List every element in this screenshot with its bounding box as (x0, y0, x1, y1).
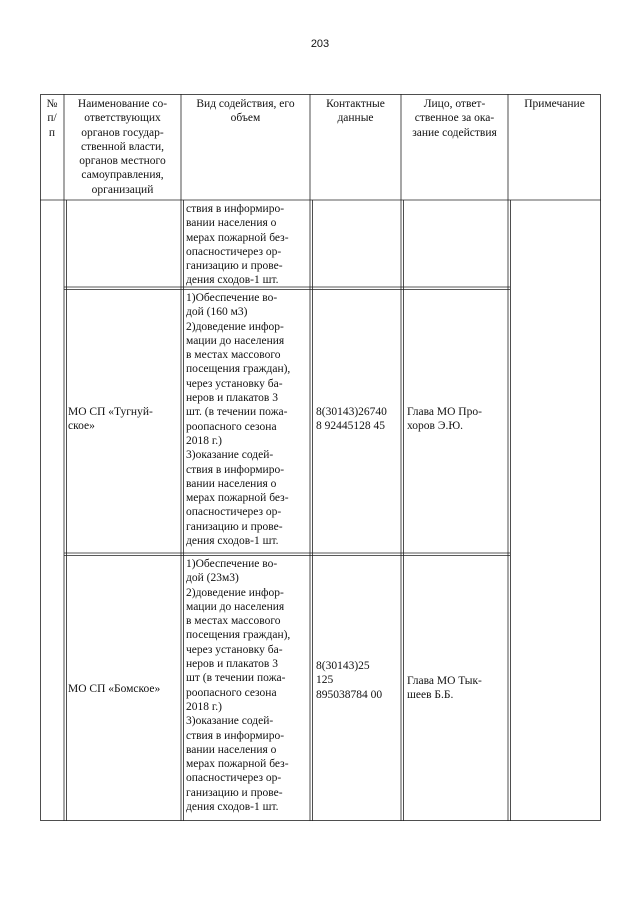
row1-assistance: ствия в информиро- вании населения о мерах пожарной без- опасностичерез ор- ганизацию и прове- дения сходов-1 шт. (186, 203, 289, 287)
row3-contacts: 8(30143)25 125 895038784 00 (316, 660, 383, 701)
table-border (41, 95, 601, 821)
page-number: 203 (310, 38, 330, 50)
header-org: Наименование со- ответствующих органов государ- ственной власти, органов местного самоуправления, организаций (77, 98, 168, 196)
header-note: Примечание (524, 98, 585, 110)
table-grid (40, 94, 601, 821)
assistance-table (40, 94, 601, 821)
header-contacts: Контактные данные (326, 98, 385, 125)
row2-responsible: Глава МО Про- хоров Э.Ю. (407, 406, 482, 433)
row3-org: МО СП «Бомское» (68, 683, 161, 695)
header-num: № п/ п (46, 98, 58, 139)
header-assistance: Вид содействия, его объем (196, 98, 295, 125)
row2-contacts: 8(30143)26740 8 92445128 45 (316, 406, 387, 433)
row2-assistance: 1)Обеспечение во- дой (160 м3) 2)доведение инфор- мации до населения в местах массового посещения граждан), через установку ба- неров и плакатов 3 шт. (в течении пожа- роопасного сезона 2018 г.) 3)оказание содей- ствия в информиро- вании населения о мерах пожарной без- опасностичерез ор- ганизацию и прове- дения сходов-1 шт. (186, 292, 291, 548)
row3-responsible: Глава МО Тык- шеев Б.Б. (407, 675, 482, 702)
header-responsible: Лицо, ответ- ственное за ока- зание содействия (412, 98, 497, 139)
row3-assistance: 1)Обеспечение во- дой (23м3) 2)доведение инфор- мации до населения в местах массового посещения граждан), через установку ба- неров и плакатов 3 шт (в течении пожа- роопасного сезона 2018 г.) 3)оказание содей- ствия в информиро- вании населения о мерах пожарной без- опасностичерез ор- ганизацию и прове- дения сходов-1 шт. (186, 558, 291, 814)
row2-org: МО СП «Тугнуй- ское» (68, 406, 153, 433)
